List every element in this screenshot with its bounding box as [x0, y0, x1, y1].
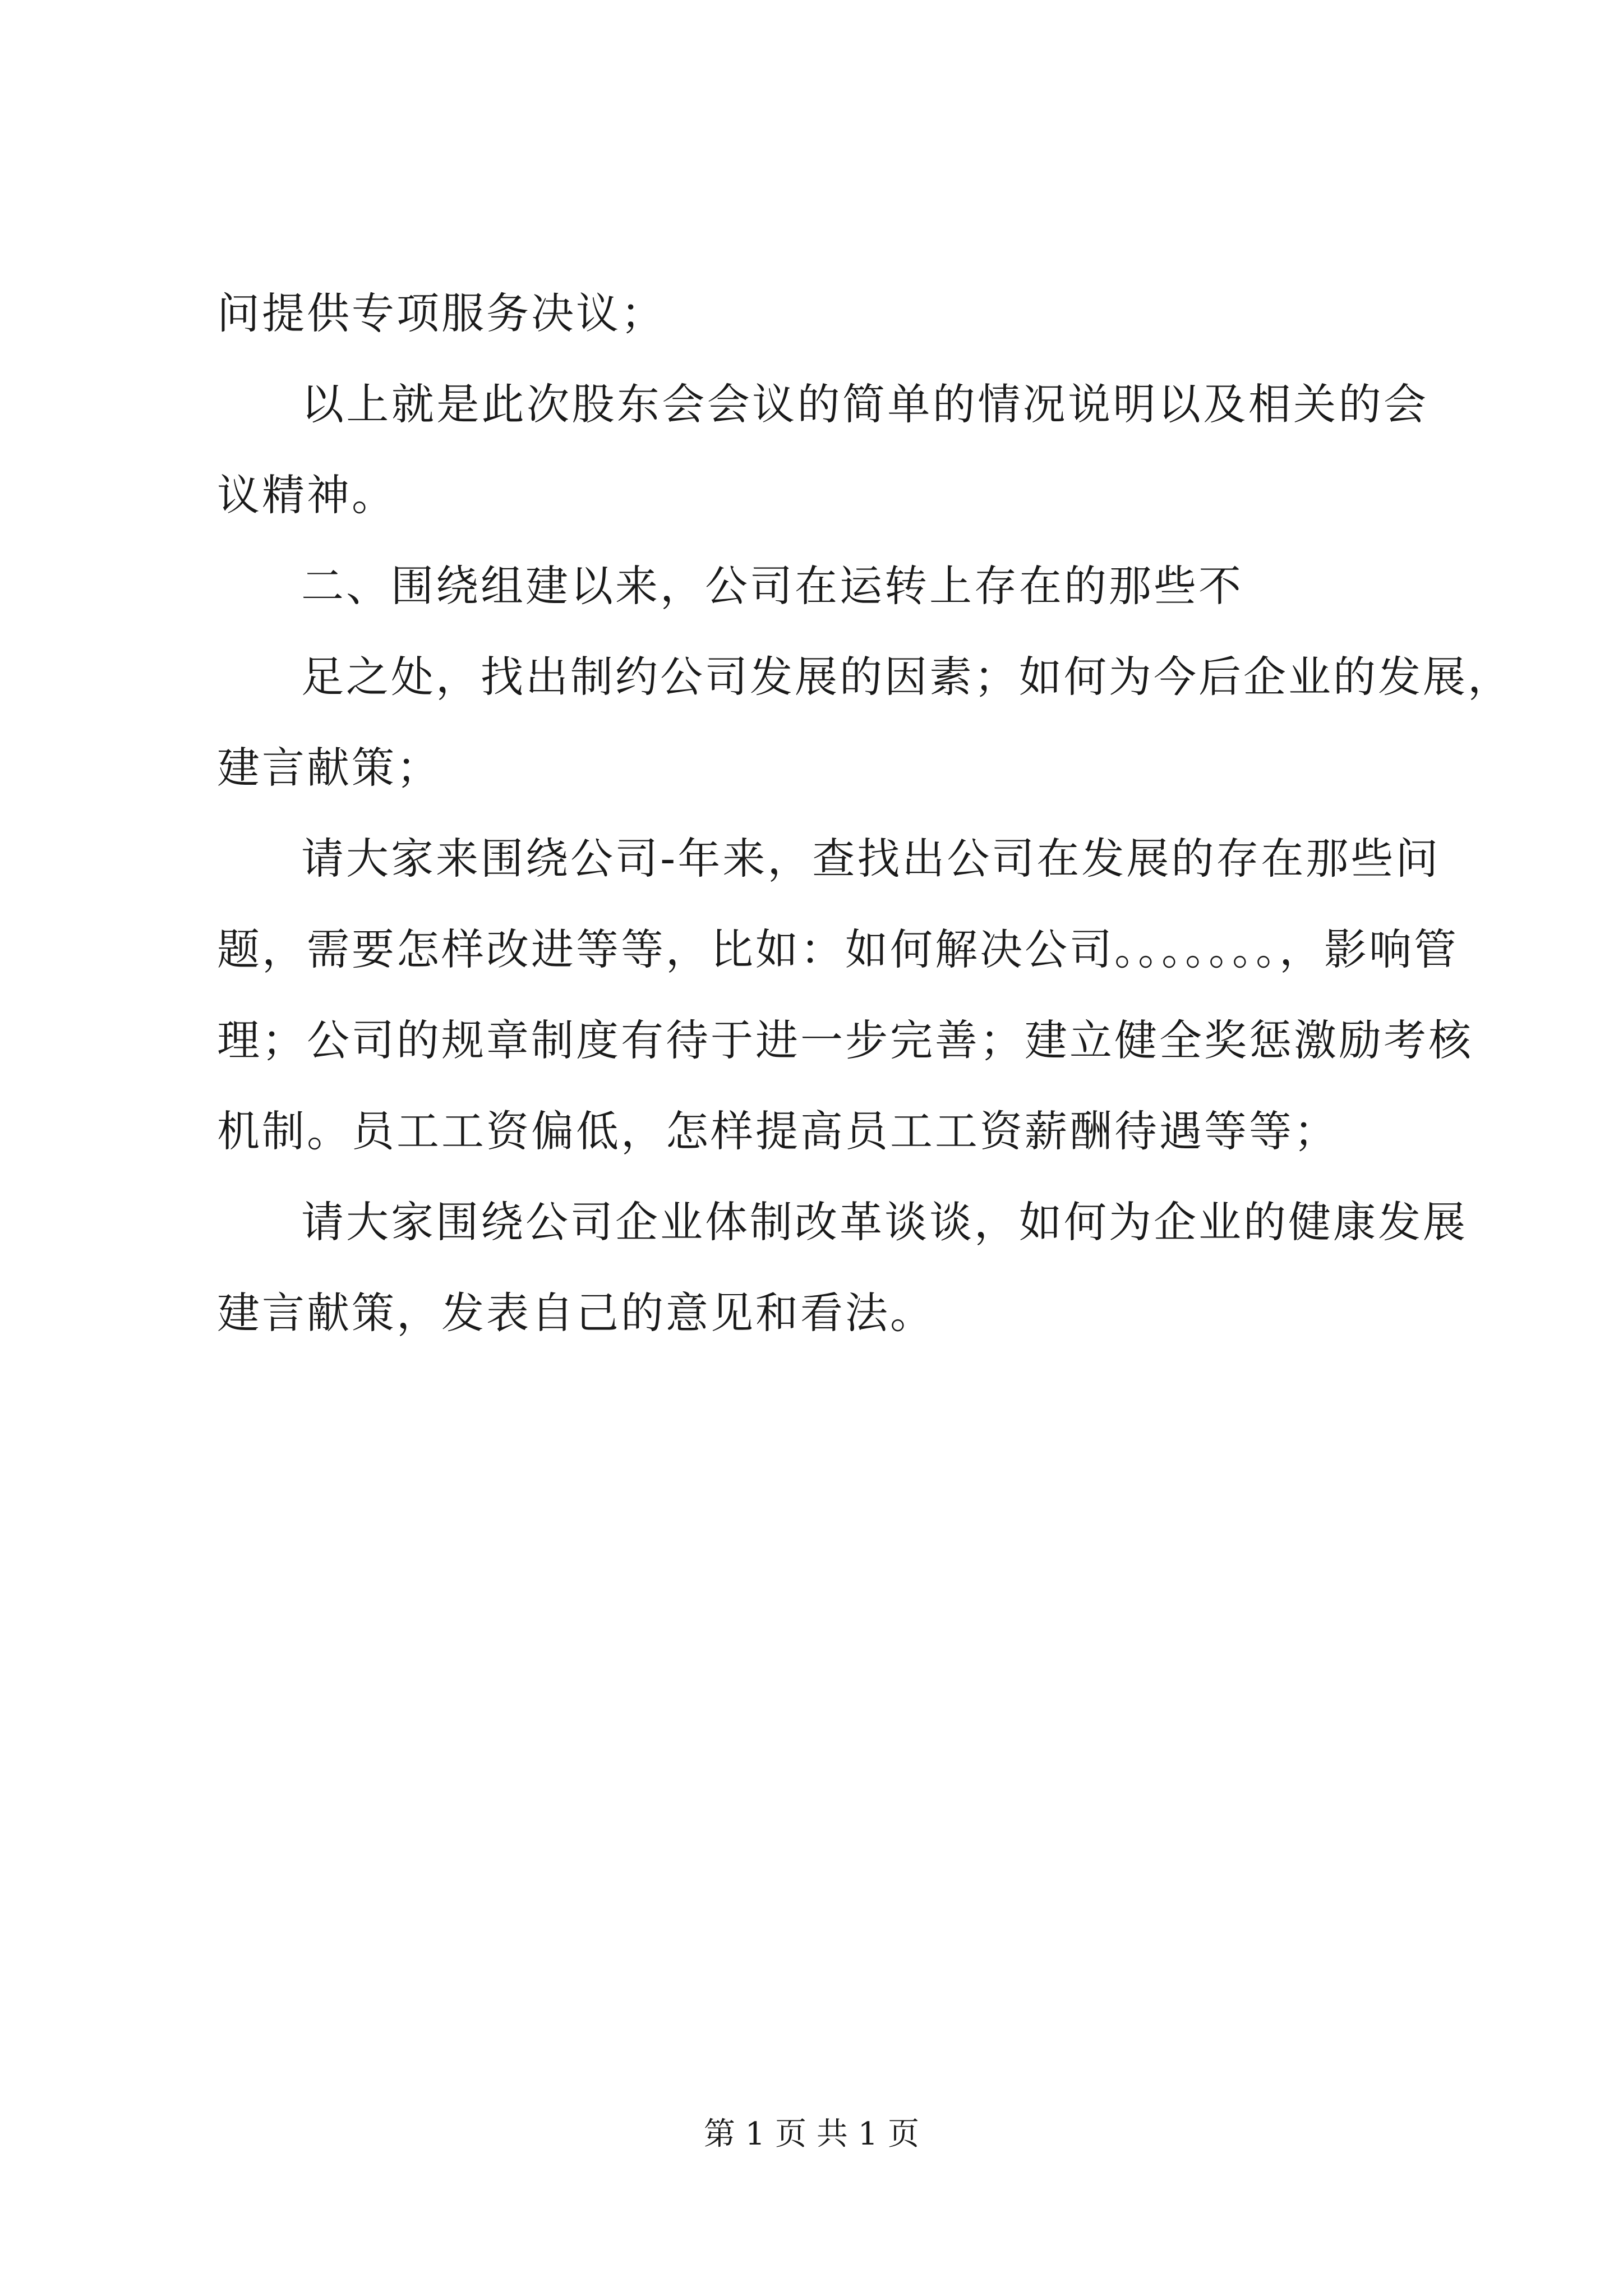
text-line-12: 建言献策，发表自己的意见和看法。 [217, 1288, 935, 1338]
page-footer: 第 1 页 共 1 页 [703, 2116, 920, 2152]
text-line-3: 议精神。 [217, 470, 396, 520]
text-line-5: 足之处，找出制约公司发展的因素；如何为今后企业的发展， [301, 652, 1513, 702]
text-line-4: 二、围绕组建以来，公司在运转上存在的那些不 [301, 561, 1243, 611]
text-line-9: 理；公司的规章制度有待于进一步完善；建立健全奖惩激励考核 [217, 1015, 1473, 1065]
text-line-8: 题，需要怎样改进等等，比如：如何解决公司。。。。。。。，影响管 [217, 924, 1459, 974]
text-line-11: 请大家围绕公司企业体制改革谈谈，如何为企业的健康发展 [301, 1197, 1468, 1247]
text-line-10: 机制。员工工资偏低，怎样提高员工工资薪酬待遇等等； [217, 1106, 1339, 1156]
document-body [217, 268, 1513, 1359]
text-line-2: 以上就是此次股东会会议的简单的情况说明以及相关的会 [301, 379, 1428, 429]
text-line-1: 问提供专项服务决议； [217, 288, 666, 338]
text-line-6: 建言献策； [217, 743, 441, 793]
text-line-7: 请大家来围绕公司-年来，查找出公司在发展的存在那些问 [301, 834, 1441, 884]
